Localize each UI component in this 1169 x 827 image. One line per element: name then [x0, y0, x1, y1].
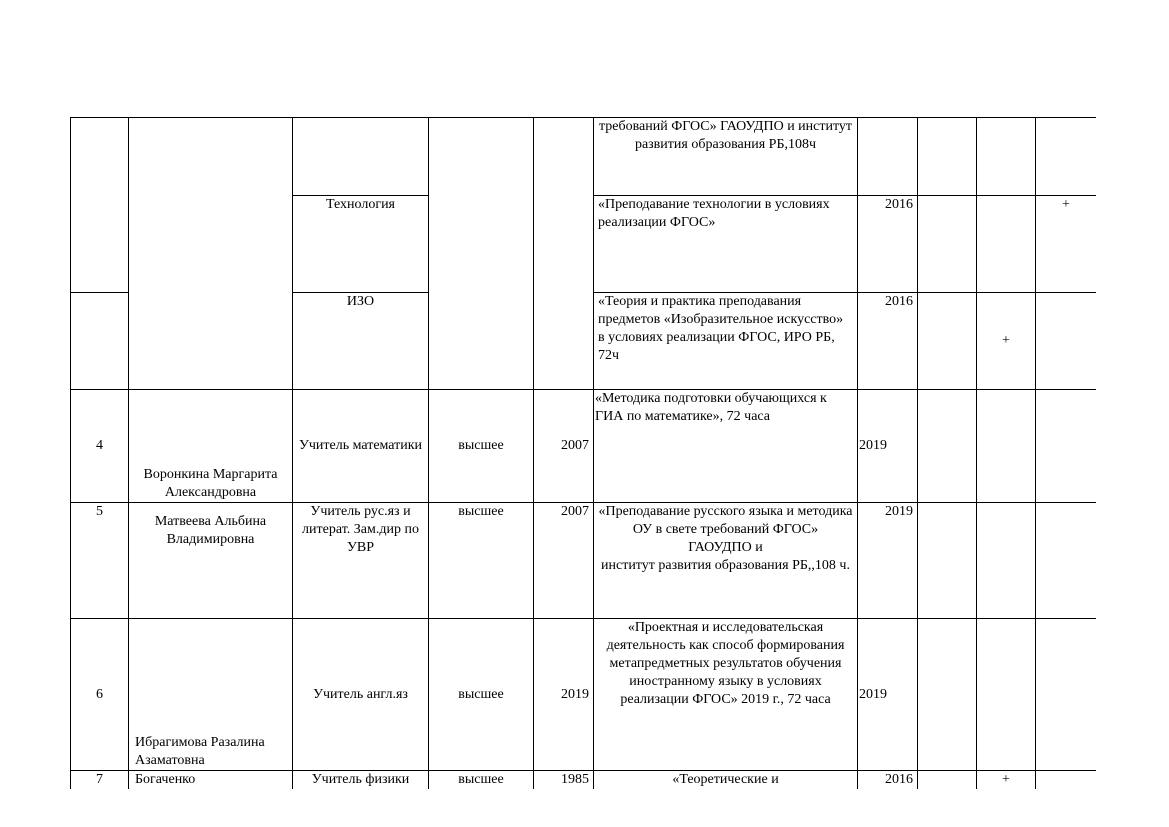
num-cell: 6 [71, 619, 129, 771]
category-cell: высшее [429, 390, 534, 503]
position-cell: Учитель математики [293, 390, 429, 503]
course-line: «Преподавание русского языка и методика ОУ в свете требований ФГОС» [598, 504, 853, 537]
grad-year-cell [534, 118, 594, 390]
num-cell: 5 [71, 503, 129, 619]
course-cell [594, 503, 858, 619]
course-cell: требований ФГОС» ГАОУДПО и институт развития образования РБ,108ч [594, 118, 858, 196]
table-row [71, 118, 1097, 196]
name-cell: Богаченко [129, 771, 293, 790]
position-cell: Учитель англ.яз [293, 619, 429, 771]
year-cell: 2019 [858, 619, 918, 771]
grad-year-cell: 1985 [534, 771, 594, 790]
position-cell: Учитель физики [293, 771, 429, 790]
name-cell: Воронкина Маргарита Александровна [129, 390, 293, 503]
name-cell [129, 118, 293, 390]
course-cell: «Теория и практика преподавания предметов «Изобразительное искусство» в условиях реализации ФГОС, ИРО РБ, 72ч [594, 293, 858, 390]
table-row [71, 771, 1097, 790]
course-cell: «Теоретические и [594, 771, 858, 790]
name-cell: Ибрагимова Разалина Азаматовна [129, 619, 293, 771]
mark-cell: + [977, 771, 1036, 790]
course-cell: «Проектная и исследовательская деятельность как способ формирования метапредметных результатов обучения иностранному языку в условиях реализации ФГОС» 2019 г., 72 часа [594, 619, 858, 771]
num-cell: 7 [71, 771, 129, 790]
year-cell: 2016 [858, 771, 918, 790]
category-cell [429, 118, 534, 390]
course-cell: «Методика подготовки обучающихся к ГИА по математике», 72 часа [594, 390, 858, 503]
category-cell: высшее [429, 503, 534, 619]
position-cell: Учитель рус.яз и литерат. Зам.дир по УВР [293, 503, 429, 619]
year-cell: 2016 [858, 196, 918, 293]
subject-cell [293, 118, 429, 196]
course-line: институт развития образования РБ,,108 ч. [601, 558, 850, 573]
num-cell: 4 [71, 390, 129, 503]
grad-year-cell: 2007 [534, 503, 594, 619]
subject-cell: ИЗО [293, 293, 429, 390]
category-cell: высшее [429, 771, 534, 790]
document-page [70, 117, 1096, 789]
table-row [71, 503, 1097, 619]
category-cell: высшее [429, 619, 534, 771]
table-row [71, 390, 1097, 503]
name-cell: Матвеева Альбина Владимировна [129, 503, 293, 619]
subject-cell: Технология [293, 196, 429, 293]
year-cell: 2019 [858, 503, 918, 619]
mark-cell: + [1036, 196, 1097, 293]
grad-year-cell: 2019 [534, 619, 594, 771]
course-line: ГАОУДПО и [688, 540, 763, 555]
table-row [71, 619, 1097, 771]
mark-cell: + [977, 293, 1036, 390]
num-cell [71, 118, 129, 293]
grad-year-cell: 2007 [534, 390, 594, 503]
num-cell [71, 293, 129, 390]
year-cell: 2016 [858, 293, 918, 390]
year-cell: 2019 [858, 390, 918, 503]
course-cell: «Преподавание технологии в условиях реализации ФГОС» [594, 196, 858, 293]
teachers-table [70, 117, 1096, 789]
